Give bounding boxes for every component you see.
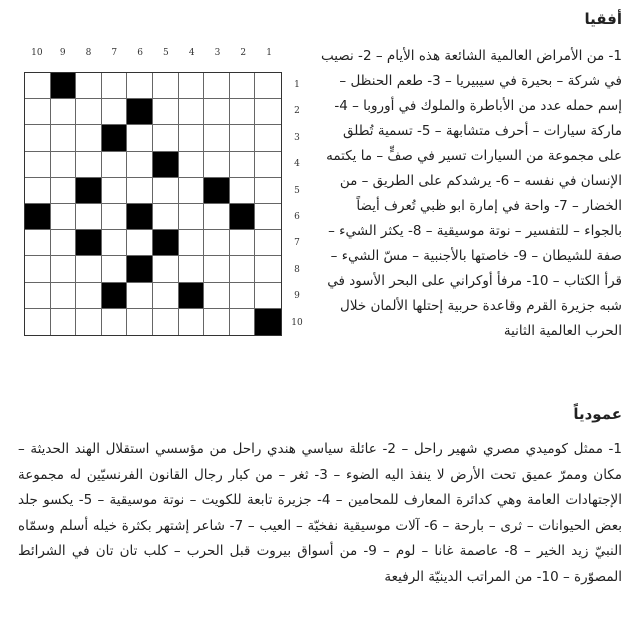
grid-cell[interactable] (51, 125, 77, 151)
grid-cell[interactable] (25, 230, 51, 256)
grid-cell[interactable] (25, 99, 51, 125)
row-number: 4 (294, 159, 300, 170)
column-number: 4 (188, 48, 195, 58)
grid-cell[interactable] (127, 309, 153, 335)
grid-cell[interactable] (204, 152, 230, 178)
down-clues: 1- ممثل كوميدي مصري شهير راحل – 2- عائلة سياسي هندي راحل من مؤسسي استقلال الهند الحديثة – مكان وممرّ عميق تحت الأرض لا ينفذ اليه الضوء – 3- ثغر – من كبار رجال القانون الفرنسيّين له مجموعة الإجتهادات العامة وهي كدائرة المعارف للمحامين – 4- جزيرة تابعة للكويت – نوتة موسيقية – 5- يكسو جلد بعض الحيوانات – ثرى – بارحة – 6- آلات موسيقية نفخيّة – العيب – 7- شاعر إشتهر بكثرة خيله أسلم وسمّاه النبيّ زيد الخير – 8- عاصمة غانا – لوم – 9- من أسواق بيروت قبل الحرب – كلب تان تان في الشرائط المصوّرة – 10- من المراتب الدينيّة الرفيعة (18, 441, 623, 585)
row-number: 9 (294, 291, 300, 302)
grid-cell[interactable] (76, 204, 102, 230)
grid-cell[interactable] (76, 125, 102, 151)
grid-cell[interactable] (25, 178, 51, 204)
grid-cell[interactable] (76, 73, 102, 99)
grid-cell[interactable] (25, 283, 51, 309)
grid-cell[interactable] (179, 125, 205, 151)
row-number: 7 (294, 238, 300, 249)
row-number: 2 (294, 106, 300, 117)
column-number: 6 (137, 48, 143, 58)
column-number: 1 (266, 48, 272, 58)
grid-cell-black (76, 230, 102, 256)
grid-cell[interactable] (255, 178, 281, 204)
grid-cell[interactable] (51, 230, 77, 256)
grid-cell[interactable] (255, 230, 281, 256)
grid-cell[interactable] (25, 256, 51, 282)
grid-cell-black (127, 99, 153, 125)
grid-cell[interactable] (51, 309, 77, 335)
grid-cell[interactable] (204, 204, 230, 230)
grid-cell[interactable] (102, 73, 128, 99)
grid-cell[interactable] (204, 125, 230, 151)
grid-cell[interactable] (230, 178, 256, 204)
grid-cell-black (204, 178, 230, 204)
grid-cell[interactable] (76, 256, 102, 282)
grid-cell[interactable] (230, 99, 256, 125)
grid-cell[interactable] (102, 178, 128, 204)
grid-cell[interactable] (204, 309, 230, 335)
grid-cell[interactable] (76, 152, 102, 178)
grid-cell[interactable] (230, 230, 256, 256)
grid-cell[interactable] (25, 152, 51, 178)
column-number: 9 (59, 48, 66, 58)
column-number: 5 (163, 48, 169, 58)
grid-cell[interactable] (255, 152, 281, 178)
grid-cell[interactable] (25, 125, 51, 151)
grid-cell-black (76, 178, 102, 204)
grid-cell[interactable] (179, 178, 205, 204)
grid-cell-black (102, 125, 128, 151)
grid-cell[interactable] (255, 283, 281, 309)
grid-cell[interactable] (51, 256, 77, 282)
grid-cell[interactable] (255, 99, 281, 125)
grid-cell[interactable] (25, 309, 51, 335)
column-number: 8 (85, 48, 92, 58)
grid-cell[interactable] (127, 178, 153, 204)
grid-cell[interactable] (153, 73, 179, 99)
grid-cell-black (25, 204, 51, 230)
crossword-grid (24, 72, 282, 336)
grid-cell[interactable] (204, 73, 230, 99)
row-number: 3 (294, 132, 300, 143)
grid-cell[interactable] (76, 283, 102, 309)
grid-cell[interactable] (204, 283, 230, 309)
grid-cell[interactable] (255, 125, 281, 151)
grid-cell[interactable] (102, 309, 128, 335)
grid-cell[interactable] (76, 309, 102, 335)
column-numbers (24, 48, 282, 62)
grid-cell[interactable] (102, 256, 128, 282)
grid-cell[interactable] (153, 125, 179, 151)
grid-cell[interactable] (51, 178, 77, 204)
grid-cell[interactable] (179, 256, 205, 282)
grid-cell[interactable] (51, 283, 77, 309)
grid-cell[interactable] (179, 309, 205, 335)
grid-cell[interactable] (179, 73, 205, 99)
grid-cell[interactable] (204, 99, 230, 125)
grid-cell[interactable] (255, 256, 281, 282)
grid-cell-black (153, 230, 179, 256)
row-number: 6 (294, 212, 300, 222)
crossword-puzzle (24, 48, 314, 348)
grid-cell[interactable] (179, 99, 205, 125)
grid-cell[interactable] (153, 204, 179, 230)
grid-cell[interactable] (179, 230, 205, 256)
grid-cell-black (179, 283, 205, 309)
grid-cell[interactable] (230, 152, 256, 178)
grid-cell-black (230, 204, 256, 230)
grid-cell[interactable] (230, 309, 256, 335)
grid-cell[interactable] (255, 73, 281, 99)
grid-cell[interactable] (153, 309, 179, 335)
grid-cell[interactable] (51, 204, 77, 230)
grid-cell[interactable] (127, 230, 153, 256)
grid-cell[interactable] (204, 256, 230, 282)
grid-cell[interactable] (179, 204, 205, 230)
grid-cell[interactable] (102, 152, 128, 178)
grid-cell-black (51, 73, 77, 99)
grid-cell[interactable] (153, 256, 179, 282)
grid-cell[interactable] (25, 73, 51, 99)
grid-cell[interactable] (51, 99, 77, 125)
grid-cell[interactable] (153, 178, 179, 204)
grid-cell[interactable] (230, 73, 256, 99)
grid-cell[interactable] (102, 99, 128, 125)
grid-cell[interactable] (127, 283, 153, 309)
grid-cell[interactable] (127, 125, 153, 151)
grid-cell[interactable] (255, 204, 281, 230)
grid-cell[interactable] (153, 283, 179, 309)
row-number: 8 (294, 264, 300, 275)
grid-cell-black (102, 283, 128, 309)
across-clues: 1- من الأمراض العالمية الشائعة هذه الأيام – 2- نصيب في شركة – بحيرة في سيبيريا – 3- طعم الحنظل – إسم حمله عدد من الأباطرة والملوك في أوروبا – 4- ماركة سيارات – أحرف متشابهة – 5- تسمية تُطلق على مجموعة من السيارات تسير في صفٍّ – ما يكتمه الإنسان في نفسه – 6- يرشدكم على الطريق – من الخضار – 7- واحة في إمارة ابو ظبي تُعرف أيضاً بالجواء – للتفسير – نوتة موسيقية – 8- يكثر الشيء – صفة للشيطان – 9- خاصتها بالأجنبية – مسّ الشيء – قرأ الكتاب – 10- مرفأ أوكراني على البحر الأسود في شبه جزيرة القرم وقاعدة حربية إحتلها الألمان خلال الحرب العالمية الثانية (320, 48, 622, 339)
column-number: 3 (214, 48, 221, 58)
grid-cell[interactable] (179, 152, 205, 178)
grid-cell[interactable] (102, 204, 128, 230)
row-number: 10 (291, 317, 303, 328)
column-number: 7 (111, 48, 118, 58)
grid-cell[interactable] (230, 125, 256, 151)
grid-cell[interactable] (230, 283, 256, 309)
grid-cell-black (127, 204, 153, 230)
grid-cell[interactable] (102, 230, 128, 256)
grid-cell[interactable] (76, 99, 102, 125)
grid-cell[interactable] (204, 230, 230, 256)
grid-cell[interactable] (153, 99, 179, 125)
column-number: 2 (240, 48, 247, 58)
grid-cell[interactable] (51, 152, 77, 178)
grid-cell-black (127, 256, 153, 282)
across-heading: أفقيا (584, 10, 622, 28)
column-number: 10 (31, 48, 43, 58)
down-heading: عمودياً (573, 405, 622, 423)
grid-cell[interactable] (127, 73, 153, 99)
row-number: 1 (294, 80, 300, 90)
grid-cell[interactable] (127, 152, 153, 178)
grid-cell-black (255, 309, 281, 335)
grid-cell[interactable] (230, 256, 256, 282)
row-number: 5 (294, 185, 300, 196)
grid-cell-black (153, 152, 179, 178)
